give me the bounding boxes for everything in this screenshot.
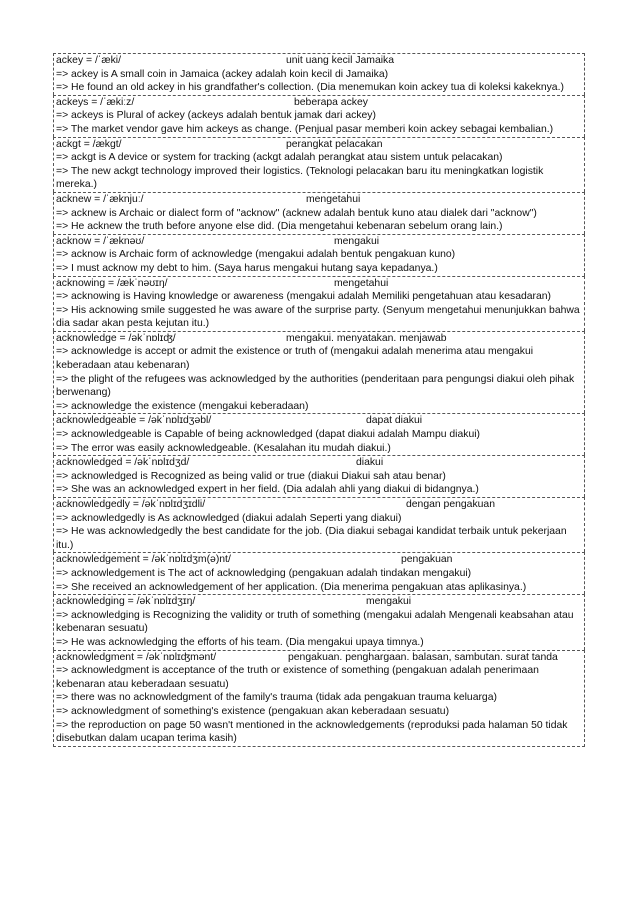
entry-line: => He found an old ackey in his grandfather's collection. (Dia menemukan koin ackey tua di koleksi kakeknya.) (56, 82, 564, 94)
dictionary-entry (53, 455, 585, 497)
entry-meaning: mengetahui (306, 193, 361, 205)
entry-line: => He acknew the truth before anyone else did. (Dia mengetahui kebenaran sebelum orang lain.) (56, 221, 503, 233)
entry-meaning: mengetahui (334, 277, 389, 289)
entry-line: => acknow is Archaic form of acknowledge (mengakui adalah bentuk pengakuan kuno) (56, 249, 456, 261)
dictionary-entry (53, 594, 585, 649)
dictionary-entry (53, 276, 585, 331)
entry-header (56, 138, 582, 152)
entry-header (56, 456, 582, 470)
document-page (53, 53, 585, 747)
entry-term: ackeys = /ˈækiːz/ (56, 96, 135, 108)
entry-term: acknowing = /ækˈnəʊɪŋ/ (56, 277, 168, 289)
entry-line: => acknowledgment is acceptance of the truth or existence of something (pengakuan adalah penerimaan kebenaran atau keberadaan sesuatu) (56, 665, 539, 690)
dictionary-entry (53, 497, 585, 552)
entry-header (56, 595, 582, 609)
entry-line: => the plight of the refugees was acknowledged by the authorities (penderitaan para pengungsi diakui oleh pihak berwenang) (56, 373, 575, 399)
entry-header (56, 498, 582, 512)
entry-line: => ackeys is Plural of ackey (ackeys adalah bentuk jamak dari ackey) (56, 110, 376, 122)
entry-header (56, 651, 582, 665)
entry-line: => ackgt is A device or system for tracking (ackgt adalah perangkat atau sistem untuk pelacakan) (56, 152, 503, 164)
entry-header (56, 235, 582, 249)
entry-line: => The new ackgt technology improved their logistics. (Teknologi pelacakan baru itu meningkatkan logistik mereka.) (56, 165, 544, 191)
entry-meaning: diakui (356, 457, 384, 469)
entry-meaning: dapat diakui (366, 415, 423, 427)
entry-line: => there was no acknowledgment of the family's trauma (tidak ada pengakuan trauma keluarga) (56, 692, 497, 704)
entry-line: => He was acknowledging the efforts of his team. (Dia mengakui upaya timnya.) (56, 636, 424, 648)
entry-line: => His acknowing smile suggested he was aware of the surprise party. (Senyum mengetahui menunjukkan bahwa dia sadar akan pesta kejutan itu.) (56, 304, 580, 330)
entry-meaning: mengakui. menyatakan. menjawab (286, 332, 447, 344)
entry-term: acknowledged = /əkˈnɒlɪdʒd/ (56, 457, 190, 469)
entry-meaning: pengakuan. penghargaan. balasan, sambutan. surat tanda (288, 651, 558, 663)
dictionary-entry (53, 53, 585, 95)
entry-line: => acknowledging is Recognizing the validity or truth of something (mengakui adalah Mengenali keabsahan atau kebenaran sesuatu) (56, 609, 574, 635)
entry-line: => acknowledged is Recognized as being valid or true (diakui Diakui sah atau benar) (56, 470, 446, 482)
entry-line: => The error was easily acknowledgeable. (Kesalahan itu mudah diakui.) (56, 442, 391, 454)
entry-line: => She was an acknowledged expert in her field. (Dia adalah ahli yang diakui di bidangnya.) (56, 484, 479, 496)
entry-line: => acknowledgment of something's existence (pengakuan akan keberadaan sesuatu) (56, 705, 450, 717)
dictionary-entry (53, 650, 585, 747)
entry-header (56, 96, 582, 110)
entry-line: => acknowing is Having knowledge or awareness (mengakui adalah Memiliki pengetahuan atau kesadaran) (56, 291, 552, 303)
entry-meaning: beberapa ackey (294, 96, 368, 108)
entry-line: => acknowledgement is The act of acknowledging (pengakuan adalah tindakan mengakui) (56, 567, 472, 579)
entry-line: => acknowledge is accept or admit the existence or truth of (mengakui adalah menerima atau mengakui keberadaan atau kebenaran) (56, 346, 534, 372)
dictionary-entry (53, 95, 585, 137)
entry-term: acknowledgement = /əkˈnɒlɪdʒm(ə)nt/ (56, 554, 231, 566)
entry-line: => ackey is A small coin in Jamaica (ackey adalah koin kecil di Jamaika) (56, 68, 389, 80)
entry-meaning: mengakui (334, 235, 380, 247)
entry-line: => the reproduction on page 50 wasn't mentioned in the acknowledgements (reproduksi pada halaman 50 tidak disebutkan dalam ucapan terima kasih) (56, 719, 568, 745)
dictionary-entry (53, 192, 585, 234)
entry-term: acknowledgment = /əkˈnɒlɪʤmənt/ (56, 651, 217, 663)
entry-term: acknowledging = /əkˈnɒlɪdʒɪŋ/ (56, 596, 196, 608)
entry-header (56, 193, 582, 207)
entry-header (56, 553, 582, 567)
entry-line: => I must acknow my debt to him. (Saya harus mengakui hutang saya kepadanya.) (56, 262, 438, 274)
entry-meaning: mengakui (366, 596, 412, 608)
entry-meaning: dengan pengakuan (406, 499, 495, 510)
entry-term: acknowledge = /əkˈnɒlɪʤ/ (56, 332, 176, 344)
entry-term: ackey = /ˈæki/ (56, 55, 121, 66)
dictionary-entry (53, 331, 585, 414)
entry-line: => acknowledge the existence (mengakui keberadaan) (56, 400, 309, 412)
entry-term: ackgt = /ækgt/ (56, 138, 122, 150)
entry-header (56, 54, 582, 68)
dictionary-entry (53, 552, 585, 594)
entry-header (56, 414, 582, 428)
dictionary-entry (53, 137, 585, 192)
entry-meaning: unit uang kecil Jamaika (286, 55, 395, 66)
entry-line: => He was acknowledgedly the best candidate for the job. (Dia diakui sebagai kandidat terbaik untuk pekerjaan itu.) (56, 526, 567, 551)
entry-header (56, 332, 582, 346)
dictionary-entry (53, 234, 585, 276)
entry-line: => She received an acknowledgement of her application. (Dia menerima pengakuan atas aplikasinya.) (56, 581, 527, 593)
entry-line: => acknew is Archaic or dialect form of "acknow" (acknew adalah bentuk kuno atau dialek dari "acknow") (56, 207, 537, 219)
entry-line: => The market vendor gave him ackeys as change. (Penjual pasar memberi koin ackey sebagai kembalian.) (56, 123, 554, 135)
entry-meaning: perangkat pelacakan (286, 138, 383, 150)
dictionary-entry (53, 413, 585, 455)
entry-header (56, 277, 582, 291)
entry-term: acknew = /ˈæknjuː/ (56, 193, 144, 205)
entry-line: => acknowledgedly is As acknowledged (diakui adalah Seperti yang diakui) (56, 512, 402, 524)
entry-term: acknowledgeable = /əkˈnɒlɪdʒəbl/ (56, 415, 212, 427)
entry-meaning: pengakuan (401, 554, 453, 566)
entry-term: acknowledgedly = /əkˈnɒlɪdʒɪdli/ (56, 499, 206, 510)
entry-term: acknow = /ˈæknəʊ/ (56, 235, 145, 247)
entry-line: => acknowledgeable is Capable of being acknowledged (dapat diakui adalah Mampu diakui) (56, 429, 480, 441)
